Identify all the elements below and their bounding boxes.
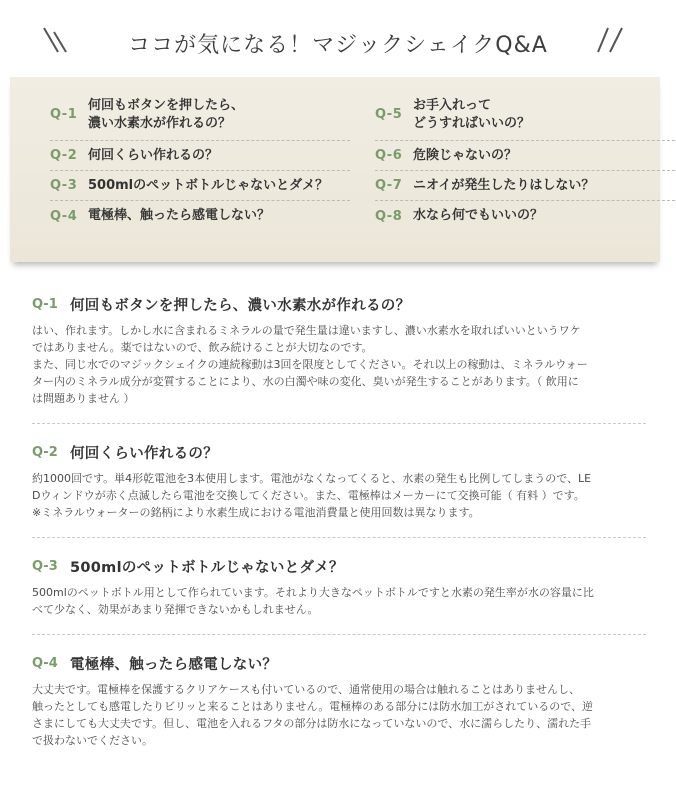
question-link-q4[interactable]: [50, 201, 350, 231]
question-index-panel: [10, 77, 660, 262]
question-text: 水なら何でもいいの？: [413, 208, 544, 223]
answer-number: Q-2: [32, 444, 58, 460]
answer-q2: [32, 440, 646, 538]
answer-question: 何回くらい作れるの？: [70, 445, 218, 462]
question-list-left: [50, 89, 350, 231]
answer-q4: [32, 651, 646, 765]
answer-body: はい、作れます。しかし水に含まれるミネラルの量で発生量は違いますし、濃い水素水を取ればいいというワケ ではありません。薬ではないので、飲み続けることが大切なのです。 また、同じ水でのマジックシェイクの連続稼動は3回を限度としてください。それ以上の稼動は、ミネラルウォー ター内のミネラル成分が変質することにより、水の白濁や味の変化、臭いが発生することがあります。（ 飲用に は問題ありません ）: [32, 324, 588, 405]
answer-heading: [32, 554, 646, 578]
question-number: Q-6: [375, 148, 403, 163]
question-number: Q-7: [375, 178, 403, 193]
answer-heading: [32, 440, 646, 464]
slash-decoration-right-icon: [596, 24, 626, 58]
answer-heading: [32, 292, 646, 316]
question-link-q7[interactable]: [375, 171, 675, 201]
question-text: 500mlのペットボトルじゃないとダメ？: [88, 177, 329, 193]
answer-number: Q-1: [32, 296, 58, 312]
answer-body: 大丈夫です。電極棒を保護するクリアケースも付いているので、通常使用の場合は触れることはありませんし、 触ったとしても感電したりビリッと来ることはありません。電極棒のある部分には防水加工がされているので、逆 さまにしても大丈夫です。但し、電池を入れるフタの部分は防水になっていないので、水に濡らしたり、濡れた手 で扱わないでください。: [32, 683, 593, 747]
answer-question: 500mlのペットボトルじゃないとダメ？: [70, 559, 344, 576]
question-number: Q-1: [50, 107, 78, 122]
answer-list: [32, 292, 646, 781]
question-text: 危険じゃないの？: [413, 147, 518, 163]
page-title: ココが気になる！マジックシェイクQ&A: [128, 33, 548, 58]
question-number: Q-8: [375, 208, 403, 224]
question-text: 電極棒、触ったら感電しない？: [88, 208, 271, 223]
question-link-q3[interactable]: [50, 171, 350, 201]
question-number: Q-2: [50, 148, 78, 163]
question-number: Q-3: [50, 178, 78, 193]
question-text: 何回くらい作れるの？: [88, 147, 219, 163]
answer-q3: [32, 554, 646, 635]
question-link-q8[interactable]: [375, 201, 675, 231]
question-number: Q-4: [50, 208, 78, 224]
question-text: お手入れって どうすればいいの？: [413, 97, 531, 131]
header: [0, 18, 676, 68]
answer-question: 何回もボタンを押したら、濃い水素水が作れるの？: [70, 297, 411, 314]
question-link-q1[interactable]: [50, 89, 350, 141]
question-link-q6[interactable]: [375, 141, 675, 171]
question-link-q5[interactable]: [375, 89, 675, 141]
question-link-q2[interactable]: [50, 141, 350, 171]
answer-question: 電極棒、触ったら感電しない？: [70, 656, 278, 673]
answer-body: 500mlのペットボトル用として作られています。それより大きなペットボトルですと水素の発生率が水の容量に比 べて少なく、効果があまり発揮できないかもしれません。: [32, 586, 594, 616]
answer-body: 約1000回です。単4形乾電池を3本使用します。電池がなくなってくると、水素の発生も比例してしまうので、LE Dウィンドウが赤く点滅したら電池を交換してください。また、電極棒はメーカーにて交換可能（ 有料 ）です。 ※ミネラルウォーターの銘柄により水素生成における電池消費量と使用回数は異なります。: [32, 472, 592, 519]
question-text: 何回もボタンを押したら、 濃い水素水が作れるの？: [88, 97, 245, 131]
question-text: ニオイが発生したりはしない？: [413, 177, 595, 193]
question-number: Q-5: [375, 107, 403, 122]
answer-number: Q-3: [32, 558, 58, 574]
answer-q1: [32, 292, 646, 424]
question-list-right: [375, 89, 675, 231]
answer-number: Q-4: [32, 655, 58, 671]
answer-heading: [32, 651, 646, 675]
